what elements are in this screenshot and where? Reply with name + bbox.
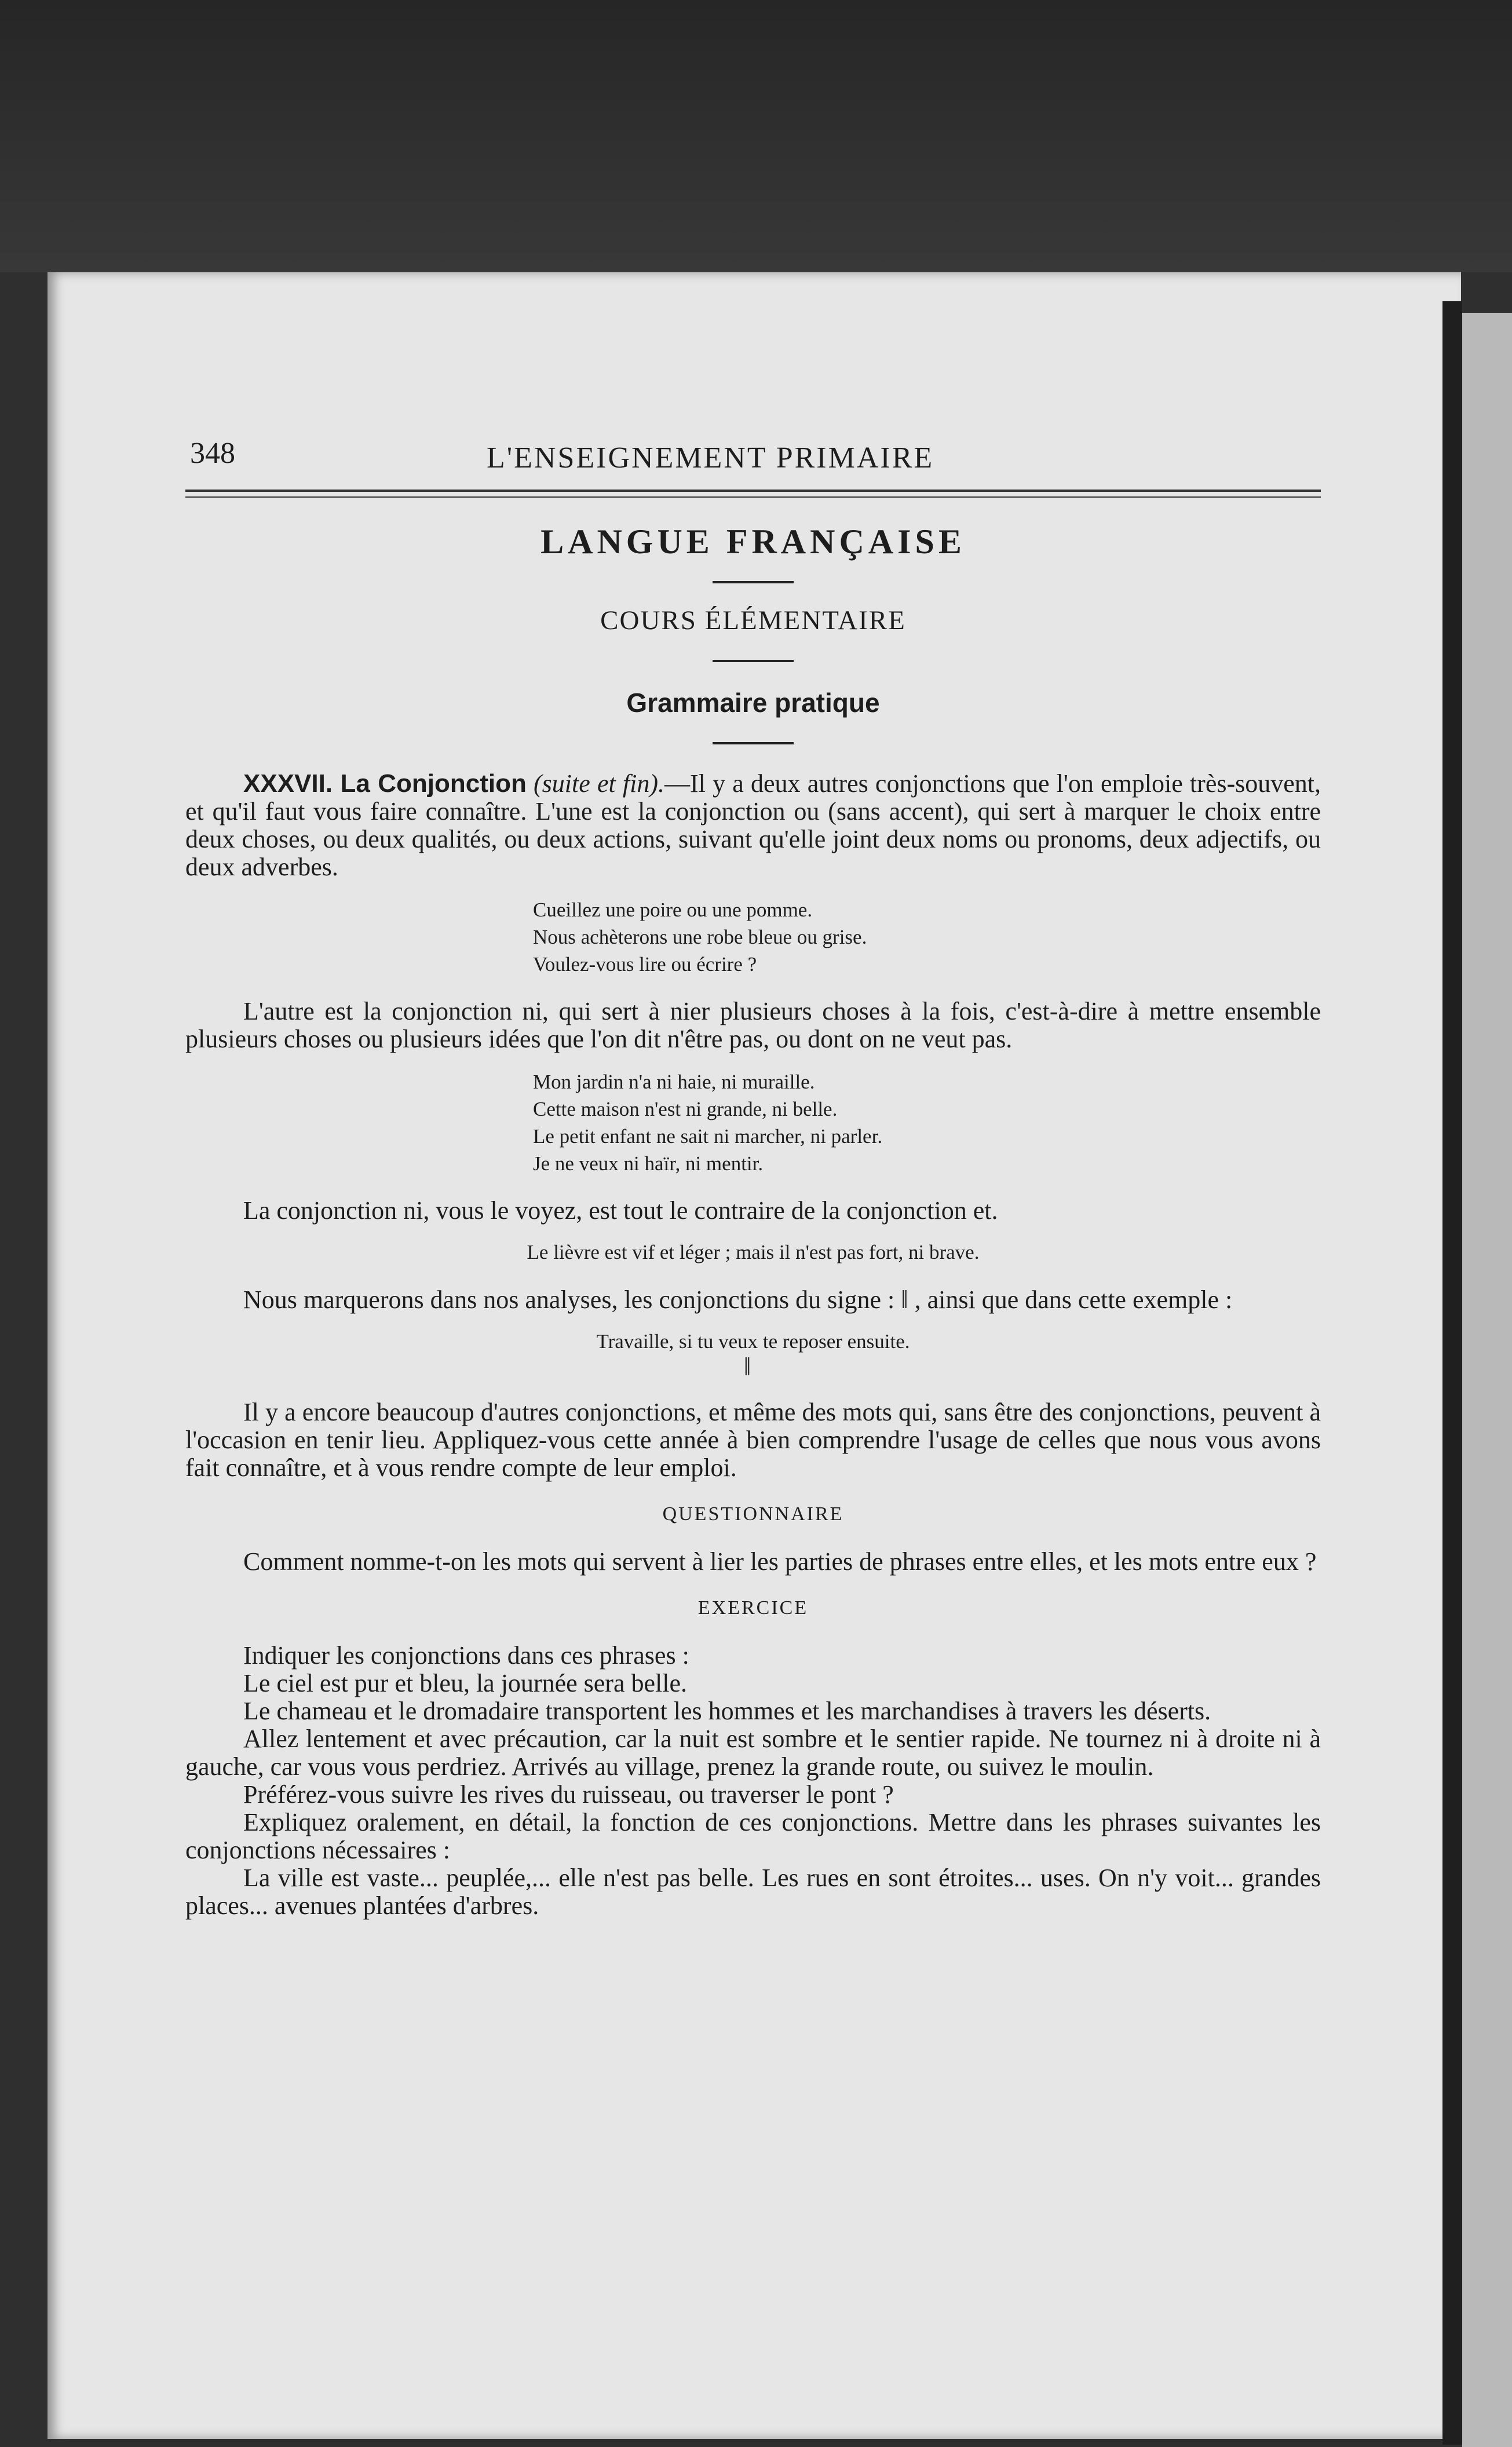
lesson-intro-text: —Il y a deux autres conjonctions que l'on emploie très-souvent, et qu'il faut vous faire connaître. L'une est la conjonction ou (sans accent), qui sert à marquer le choix entre deux choses, ou deux qualités, ou deux actions, suivant qu'elle joint deux noms ou pronoms, deux adjectifs, ou deux adverbes. (185, 769, 1321, 881)
exercise-line: Allez lentement et avec précaution, car la nuit est sombre et le sentier rapide. Ne tournez ni à droite ni à gauche, car vous vous perdriez. Arrivés au village, prenez la grande route, ou suivez le moulin. (185, 1725, 1321, 1781)
next-page-edge (1462, 313, 1512, 2447)
divider (713, 742, 794, 744)
exercise-line: Préférez-vous suivre les rives du ruisseau, ou traverser le pont ? (243, 1780, 894, 1809)
conjunction-sign-mark: ‖ (743, 1353, 751, 1381)
subsection-title: COURS ÉLÉMENTAIRE (600, 605, 906, 636)
page-number: 348 (190, 437, 235, 470)
lesson-subtitle: (suite et fin). (534, 769, 665, 798)
questionnaire-heading: QUESTIONNAIRE (662, 1503, 844, 1525)
running-head (185, 432, 1321, 478)
paragraph-more: Il y a encore beaucoup d'autres conjonctions, et même des mots qui, sans être des conjonctions, peuvent à l'occasion en tenir lieu. Appliquez-vous cette année à bien comprendre l'usage de celles que nous vous avons fait connaître, et à vous rendre compte de leur emploi. (185, 1398, 1321, 1482)
exercise-heading: EXERCICE (697, 1597, 809, 1619)
lesson-heading: Grammaire pratique (626, 688, 880, 718)
page-gutter (1442, 301, 1462, 2445)
lesson-intro (185, 770, 1321, 881)
example-sign: Travaille, si tu veux te reposer ensuite. (596, 1330, 910, 1353)
example-contrary: Le lièvre est vif et léger ; mais il n'est pas fort, ni brave. (527, 1241, 980, 1263)
section-title: LANGUE FRANÇAISE (540, 523, 966, 561)
example-line: Je ne veux ni haïr, ni mentir. (533, 1152, 764, 1175)
example-line: Mon jardin n'a ni haie, ni muraille. (533, 1071, 815, 1093)
examples-ni (533, 1068, 1321, 1177)
exercise-line: Le chameau et le dromadaire transportent les hommes et les marchandises à travers les déserts. (243, 1697, 1211, 1725)
example-line: Le petit enfant ne sait ni marcher, ni parler. (533, 1125, 883, 1148)
questionnaire-question: Comment nomme-t-on les mots qui servent à lier les parties de phrases entre elles, et les mots entre eux ? (243, 1547, 1317, 1576)
background-dark-area (0, 0, 1512, 272)
examples-ou (533, 896, 1321, 978)
example-line: Cueillez une poire ou une pomme. (533, 899, 813, 921)
exercise-line: Expliquez oralement, en détail, la fonction de ces conjonctions. Mettre dans les phrases suivantes les conjonctions nécessaires : (185, 1808, 1321, 1864)
exercise-line: Indiquer les conjonctions dans ces phrases : (243, 1641, 689, 1670)
exercise-body (185, 1642, 1321, 1920)
page-content (185, 432, 1321, 1920)
example-line: Voulez-vous lire ou écrire ? (533, 953, 757, 976)
paragraph-sign: Nous marquerons dans nos analyses, les conjonctions du signe : ‖ , ainsi que dans cette exemple : (243, 1285, 1233, 1314)
running-title: L'ENSEIGNEMENT PRIMAIRE (487, 441, 934, 474)
paragraph-contrary: La conjonction ni, vous le voyez, est tout le contraire de la conjonction et. (243, 1196, 998, 1225)
example-line: Nous achèterons une robe bleue ou grise. (533, 926, 867, 948)
example-line: Cette maison n'est ni grande, ni belle. (533, 1098, 838, 1120)
divider (713, 581, 794, 583)
lesson-number: XXXVII. La Conjonction (243, 769, 527, 798)
exercise-line: Le ciel est pur et bleu, la journée sera belle. (243, 1669, 687, 1697)
header-rule (185, 490, 1321, 498)
divider (713, 660, 794, 662)
paragraph-ni: L'autre est la conjonction ni, qui sert à nier plusieurs choses à la fois, c'est-à-dire à mettre ensemble plusieurs choses ou plusieurs idées que l'on dit n'être pas, ou dont on ne veut pas. (185, 997, 1321, 1053)
exercise-line: La ville est vaste... peuplée,... elle n'est pas belle. Les rues en sont étroites... uses. On n'y voit... grandes places... avenues plantées d'arbres. (185, 1864, 1321, 1920)
